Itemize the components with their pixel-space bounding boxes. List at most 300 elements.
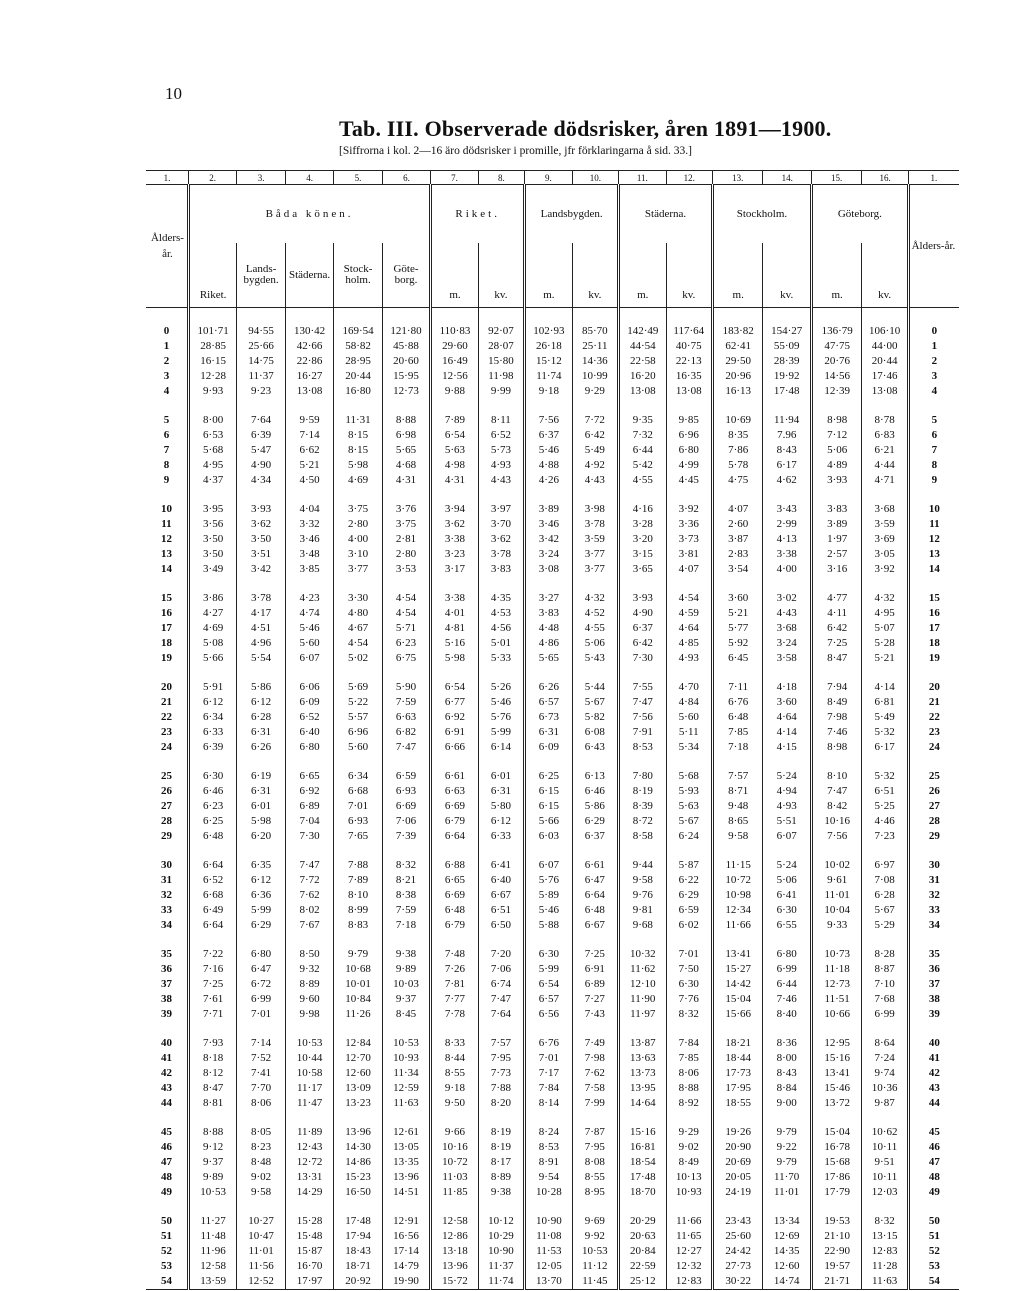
- value-cell: 4·88: [525, 458, 572, 473]
- value-cell: 9·92: [572, 1229, 618, 1244]
- value-cell: 10·11: [862, 1170, 908, 1185]
- value-cell: 6·22: [666, 873, 712, 888]
- value-cell: 6·48: [712, 710, 762, 725]
- value-cell: 5·49: [572, 443, 618, 458]
- value-cell: 15·28: [285, 1214, 333, 1229]
- value-cell: 3·76: [382, 502, 430, 517]
- value-cell: 6·17: [862, 740, 908, 755]
- value-cell: 12·83: [666, 1274, 712, 1290]
- value-cell: 6·83: [862, 428, 908, 443]
- sub-header: Städerna.: [285, 243, 333, 308]
- spacer-cell: [572, 308, 618, 325]
- value-cell: 8·55: [431, 1066, 478, 1081]
- value-cell: 3·93: [237, 502, 285, 517]
- value-cell: 5·71: [382, 621, 430, 636]
- value-cell: 6·68: [334, 784, 382, 799]
- age-right: 52: [908, 1244, 959, 1259]
- age-header-right: Ålders-år.: [908, 185, 959, 308]
- value-cell: 7·85: [666, 1051, 712, 1066]
- value-cell: 3·83: [478, 562, 524, 577]
- value-cell: 8·10: [811, 769, 861, 784]
- value-cell: 12·73: [811, 977, 861, 992]
- value-cell: 19·90: [382, 1274, 430, 1290]
- gap-cell: [431, 1200, 478, 1214]
- value-cell: 5·90: [382, 680, 430, 695]
- table-row: [146, 517, 959, 532]
- value-cell: 8·81: [188, 1096, 236, 1111]
- value-cell: 4·23: [285, 591, 333, 606]
- gap-cell: [862, 844, 908, 858]
- value-cell: 13·96: [431, 1259, 478, 1274]
- value-cell: 20·05: [712, 1170, 762, 1185]
- gap-cell: [666, 1200, 712, 1214]
- value-cell: 17·48: [763, 384, 811, 399]
- age-right: 54: [908, 1274, 959, 1290]
- value-cell: 12·86: [431, 1229, 478, 1244]
- gap-cell: [285, 399, 333, 413]
- value-cell: 6·61: [431, 769, 478, 784]
- value-cell: 7·56: [811, 829, 861, 844]
- value-cell: 4·55: [572, 621, 618, 636]
- gap-cell: [619, 488, 666, 502]
- age-right: 18: [908, 636, 959, 651]
- gap-cell: [908, 399, 959, 413]
- value-cell: 8·78: [862, 413, 908, 428]
- value-cell: 16·50: [334, 1185, 382, 1200]
- gap-cell: [572, 1200, 618, 1214]
- value-cell: 7·93: [188, 1036, 236, 1051]
- value-cell: 12·91: [382, 1214, 430, 1229]
- value-cell: 7·41: [237, 1066, 285, 1081]
- value-cell: 5·98: [334, 458, 382, 473]
- value-cell: 5·66: [525, 814, 572, 829]
- table-row: [146, 1274, 959, 1290]
- value-cell: 20·76: [811, 354, 861, 369]
- header-sub-row: [146, 243, 959, 308]
- value-cell: 7·27: [572, 992, 618, 1007]
- value-cell: 2·60: [712, 517, 762, 532]
- value-cell: 19·57: [811, 1259, 861, 1274]
- value-cell: 22·86: [285, 354, 333, 369]
- value-cell: 9·44: [619, 858, 666, 873]
- value-cell: 5·98: [237, 814, 285, 829]
- table-row: [146, 740, 959, 755]
- value-cell: 7·46: [811, 725, 861, 740]
- gap-cell: [334, 399, 382, 413]
- value-cell: 10·72: [712, 873, 762, 888]
- age-right: 42: [908, 1066, 959, 1081]
- value-cell: 11·85: [431, 1185, 478, 1200]
- gap-cell: [431, 755, 478, 769]
- value-cell: 12·60: [334, 1066, 382, 1081]
- value-cell: 28·07: [478, 339, 524, 354]
- value-cell: 5·22: [334, 695, 382, 710]
- gap-cell: [572, 933, 618, 947]
- value-cell: 14·64: [619, 1096, 666, 1111]
- value-cell: 7·58: [572, 1081, 618, 1096]
- value-cell: 25·60: [712, 1229, 762, 1244]
- gap-cell: [763, 577, 811, 591]
- value-cell: 3·43: [763, 502, 811, 517]
- value-cell: 6·65: [431, 873, 478, 888]
- gap-cell: [478, 933, 524, 947]
- value-cell: 9·89: [382, 962, 430, 977]
- gap-cell: [188, 1200, 236, 1214]
- gap-cell: [382, 844, 430, 858]
- gap-cell: [862, 1111, 908, 1125]
- value-cell: 14·36: [572, 354, 618, 369]
- column-number: 4.: [285, 171, 333, 185]
- value-cell: 3·27: [525, 591, 572, 606]
- value-cell: 5·63: [431, 443, 478, 458]
- value-cell: 6·49: [188, 903, 236, 918]
- value-cell: 6·50: [478, 918, 524, 933]
- table-row: [146, 324, 959, 339]
- age-right: 21: [908, 695, 959, 710]
- value-cell: 5·02: [334, 651, 382, 666]
- value-cell: 9·98: [285, 1007, 333, 1022]
- age-right: 2: [908, 354, 959, 369]
- value-cell: 110·83: [431, 324, 478, 339]
- value-cell: 17·73: [712, 1066, 762, 1081]
- column-number: 15.: [811, 171, 861, 185]
- value-cell: 13·34: [763, 1214, 811, 1229]
- age-left: 41: [146, 1051, 188, 1066]
- value-cell: 5·44: [572, 680, 618, 695]
- value-cell: 7·72: [285, 873, 333, 888]
- value-cell: 6·12: [188, 695, 236, 710]
- age-right: 9: [908, 473, 959, 488]
- spacer-cell: [619, 308, 666, 325]
- value-cell: 7·64: [478, 1007, 524, 1022]
- value-cell: 5·32: [862, 769, 908, 784]
- value-cell: 11·70: [763, 1170, 811, 1185]
- sub-header-kv: kv.: [478, 243, 524, 308]
- value-cell: 5·82: [572, 710, 618, 725]
- value-cell: 3·81: [666, 547, 712, 562]
- value-cell: 6·79: [431, 918, 478, 933]
- value-cell: 6·33: [188, 725, 236, 740]
- mortality-table: [146, 170, 959, 1128]
- value-cell: 12·03: [862, 1185, 908, 1200]
- gap-cell: [146, 1022, 188, 1036]
- value-cell: 3·77: [572, 547, 618, 562]
- value-cell: 16·13: [712, 384, 762, 399]
- age-right: 16: [908, 606, 959, 621]
- value-cell: 7·72: [572, 413, 618, 428]
- value-cell: 6·14: [478, 740, 524, 755]
- value-cell: 30·22: [712, 1274, 762, 1290]
- value-cell: 11·74: [525, 369, 572, 384]
- value-cell: 17·46: [862, 369, 908, 384]
- gap-cell: [811, 1022, 861, 1036]
- value-cell: 11·37: [237, 369, 285, 384]
- value-cell: 3·60: [763, 695, 811, 710]
- value-cell: 8·05: [237, 1125, 285, 1140]
- value-cell: 6·42: [811, 621, 861, 636]
- age-right: 7: [908, 443, 959, 458]
- value-cell: 12·05: [525, 1259, 572, 1274]
- age-left: 19: [146, 651, 188, 666]
- value-cell: 7·47: [619, 695, 666, 710]
- gap-cell: [763, 755, 811, 769]
- value-cell: 9·87: [862, 1096, 908, 1111]
- value-cell: 7·87: [572, 1125, 618, 1140]
- value-cell: 3·16: [811, 562, 861, 577]
- value-cell: 6·31: [525, 725, 572, 740]
- value-cell: 6·01: [237, 799, 285, 814]
- value-cell: 3·20: [619, 532, 666, 547]
- value-cell: 4·32: [862, 591, 908, 606]
- value-cell: 3·95: [188, 502, 236, 517]
- value-cell: 9·79: [334, 947, 382, 962]
- value-cell: 10·11: [862, 1140, 908, 1155]
- value-cell: 4·53: [478, 606, 524, 621]
- table-row: [146, 710, 959, 725]
- value-cell: 9·18: [431, 1081, 478, 1096]
- value-cell: 7·25: [572, 947, 618, 962]
- table-row: [146, 502, 959, 517]
- value-cell: 8·91: [525, 1155, 572, 1170]
- gap-cell: [763, 1022, 811, 1036]
- value-cell: 3·58: [763, 651, 811, 666]
- value-cell: 10·66: [811, 1007, 861, 1022]
- spacer-cell: [334, 308, 382, 325]
- value-cell: 13·18: [431, 1244, 478, 1259]
- value-cell: 13·09: [334, 1081, 382, 1096]
- value-cell: 6·42: [619, 636, 666, 651]
- group-gap: [146, 933, 959, 947]
- value-cell: 6·01: [478, 769, 524, 784]
- table-row: [146, 888, 959, 903]
- value-cell: 16·20: [619, 369, 666, 384]
- value-cell: 4·84: [666, 695, 712, 710]
- value-cell: 5·33: [478, 651, 524, 666]
- value-cell: 3·62: [478, 532, 524, 547]
- value-cell: 28·95: [334, 354, 382, 369]
- value-cell: 8·84: [763, 1081, 811, 1096]
- value-cell: 5·46: [285, 621, 333, 636]
- gap-cell: [382, 488, 430, 502]
- value-cell: 40·75: [666, 339, 712, 354]
- value-cell: 7·26: [431, 962, 478, 977]
- value-cell: 14·75: [237, 354, 285, 369]
- gap-cell: [431, 666, 478, 680]
- value-cell: 8·32: [382, 858, 430, 873]
- value-cell: 7·49: [572, 1036, 618, 1051]
- value-cell: 5·99: [478, 725, 524, 740]
- age-left: 3: [146, 369, 188, 384]
- gap-cell: [431, 1111, 478, 1125]
- value-cell: 5·98: [431, 651, 478, 666]
- gap-cell: [908, 666, 959, 680]
- value-cell: 17·94: [334, 1229, 382, 1244]
- value-cell: 20·90: [712, 1140, 762, 1155]
- value-cell: 9·66: [431, 1125, 478, 1140]
- gap-cell: [188, 755, 236, 769]
- value-cell: 15·16: [811, 1051, 861, 1066]
- age-left: 36: [146, 962, 188, 977]
- gap-cell: [811, 399, 861, 413]
- value-cell: 13·35: [382, 1155, 430, 1170]
- value-cell: 7·84: [525, 1081, 572, 1096]
- value-cell: 6·46: [572, 784, 618, 799]
- age-right: 0: [908, 324, 959, 339]
- value-cell: 7·25: [811, 636, 861, 651]
- table-row: [146, 962, 959, 977]
- spacer-cell: [382, 308, 430, 325]
- value-cell: 3·78: [478, 547, 524, 562]
- value-cell: 6·07: [763, 829, 811, 844]
- value-cell: 11·15: [712, 858, 762, 873]
- value-cell: 6·77: [431, 695, 478, 710]
- gap-cell: [478, 399, 524, 413]
- gap-cell: [146, 488, 188, 502]
- value-cell: 6·44: [763, 977, 811, 992]
- age-left: 12: [146, 532, 188, 547]
- value-cell: 7·04: [285, 814, 333, 829]
- value-cell: 4·48: [525, 621, 572, 636]
- value-cell: 20·96: [712, 369, 762, 384]
- value-cell: 4·74: [285, 606, 333, 621]
- value-cell: 15·87: [285, 1244, 333, 1259]
- gap-cell: [382, 933, 430, 947]
- gap-cell: [188, 488, 236, 502]
- value-cell: 5·21: [862, 651, 908, 666]
- value-cell: 6·96: [666, 428, 712, 443]
- gap-cell: [666, 666, 712, 680]
- value-cell: 12·10: [619, 977, 666, 992]
- gap-cell: [285, 577, 333, 591]
- value-cell: 3·77: [334, 562, 382, 577]
- value-cell: 10·03: [382, 977, 430, 992]
- gap-cell: [572, 1022, 618, 1036]
- value-cell: 4·90: [237, 458, 285, 473]
- value-cell: 4·43: [572, 473, 618, 488]
- value-cell: 12·72: [285, 1155, 333, 1170]
- value-cell: 7·89: [431, 413, 478, 428]
- value-cell: 17·95: [712, 1081, 762, 1096]
- spacer-cell: [478, 308, 524, 325]
- value-cell: 9·99: [478, 384, 524, 399]
- value-cell: 6·31: [237, 784, 285, 799]
- spacer-cell: [811, 308, 861, 325]
- value-cell: 10·93: [382, 1051, 430, 1066]
- table-row: [146, 1096, 959, 1111]
- value-cell: 7·48: [431, 947, 478, 962]
- table-row: [146, 992, 959, 1007]
- value-cell: 6·57: [525, 695, 572, 710]
- value-cell: 4·07: [666, 562, 712, 577]
- value-cell: 11·98: [478, 369, 524, 384]
- value-cell: 6·51: [862, 784, 908, 799]
- age-right: 1: [908, 339, 959, 354]
- table-row: [146, 651, 959, 666]
- value-cell: 18·21: [712, 1036, 762, 1051]
- table-row: [146, 1036, 959, 1051]
- column-number: 7.: [431, 171, 478, 185]
- value-cell: 11·18: [811, 962, 861, 977]
- value-cell: 4·90: [619, 606, 666, 621]
- gap-cell: [619, 933, 666, 947]
- value-cell: 8·43: [763, 443, 811, 458]
- value-cell: 17·48: [619, 1170, 666, 1185]
- value-cell: 8·12: [188, 1066, 236, 1081]
- age-left: 26: [146, 784, 188, 799]
- value-cell: 47·75: [811, 339, 861, 354]
- value-cell: 3·94: [431, 502, 478, 517]
- gap-cell: [712, 577, 762, 591]
- value-cell: 22·59: [619, 1259, 666, 1274]
- gap-cell: [811, 844, 861, 858]
- age-right: 8: [908, 458, 959, 473]
- value-cell: 4·07: [712, 502, 762, 517]
- age-right: 46: [908, 1140, 959, 1155]
- gap-cell: [712, 844, 762, 858]
- age-right: 49: [908, 1185, 959, 1200]
- value-cell: 4·75: [712, 473, 762, 488]
- value-cell: 11·37: [478, 1259, 524, 1274]
- gap-cell: [334, 666, 382, 680]
- value-cell: 7·20: [478, 947, 524, 962]
- value-cell: 6·92: [431, 710, 478, 725]
- value-cell: 7·85: [712, 725, 762, 740]
- age-left: 6: [146, 428, 188, 443]
- gap-cell: [478, 1111, 524, 1125]
- value-cell: 3·49: [188, 562, 236, 577]
- value-cell: 7·39: [382, 829, 430, 844]
- value-cell: 6·56: [525, 1007, 572, 1022]
- value-cell: 11·03: [431, 1170, 478, 1185]
- value-cell: 6·43: [572, 740, 618, 755]
- value-cell: 3·83: [525, 606, 572, 621]
- data-table: [146, 170, 959, 1291]
- value-cell: 8·58: [619, 829, 666, 844]
- value-cell: 6·51: [478, 903, 524, 918]
- value-cell: 12·73: [382, 384, 430, 399]
- value-cell: 4·69: [334, 473, 382, 488]
- age-right: 40: [908, 1036, 959, 1051]
- value-cell: 8·28: [862, 947, 908, 962]
- value-cell: 21·10: [811, 1229, 861, 1244]
- value-cell: 8·89: [285, 977, 333, 992]
- value-cell: 3·36: [666, 517, 712, 532]
- age-left: 30: [146, 858, 188, 873]
- gap-cell: [188, 1022, 236, 1036]
- value-cell: 3·92: [666, 502, 712, 517]
- sub-header-m: m.: [712, 243, 762, 308]
- value-cell: 6·64: [188, 918, 236, 933]
- value-cell: 4·43: [763, 606, 811, 621]
- sub-header: Göte-borg.: [382, 243, 430, 308]
- value-cell: 5·92: [712, 636, 762, 651]
- gap-cell: [382, 666, 430, 680]
- age-right: 38: [908, 992, 959, 1007]
- value-cell: 10·62: [862, 1125, 908, 1140]
- value-cell: 4·01: [431, 606, 478, 621]
- value-cell: 3·93: [811, 473, 861, 488]
- value-cell: 1·97: [811, 532, 861, 547]
- value-cell: 7·30: [619, 651, 666, 666]
- value-cell: 7·01: [334, 799, 382, 814]
- value-cell: 7·95: [478, 1051, 524, 1066]
- spacer-cell: [188, 308, 236, 325]
- value-cell: 3·73: [666, 532, 712, 547]
- value-cell: 3·89: [811, 517, 861, 532]
- gap-cell: [619, 755, 666, 769]
- value-cell: 6·59: [666, 903, 712, 918]
- value-cell: 10·36: [862, 1081, 908, 1096]
